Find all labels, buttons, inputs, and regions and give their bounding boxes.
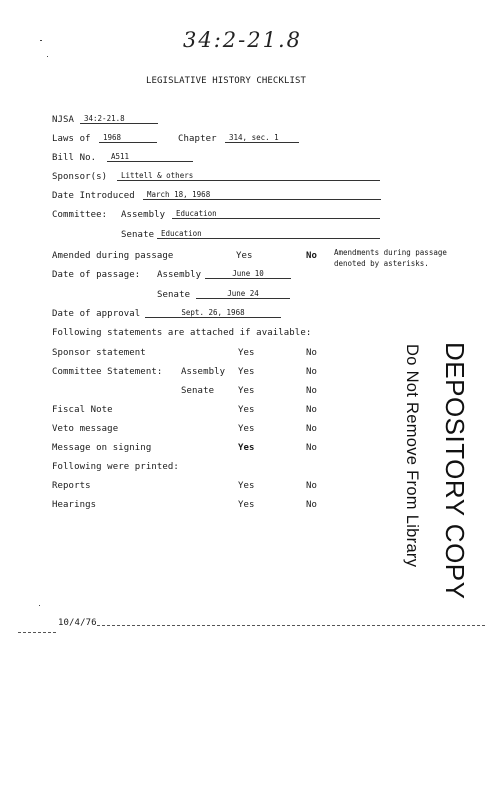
committee-assembly-label: Assembly	[121, 210, 166, 220]
signing-message-label: Message on signing	[52, 443, 152, 453]
veto-message-label: Veto message	[52, 424, 119, 434]
amended-label: Amended during passage	[52, 251, 174, 261]
njsa-value: 34:2-21.8	[80, 114, 158, 124]
hearings-no: No	[306, 500, 318, 510]
committee-label: Committee:	[52, 210, 108, 220]
approval-value: Sept. 26, 1968	[145, 308, 281, 318]
page-title: LEGISLATIVE HISTORY CHECKLIST	[146, 76, 307, 86]
veto-message-yes: Yes	[238, 424, 255, 434]
committee-senate-label: Senate	[121, 230, 155, 240]
passage-senate-value: June 24	[196, 289, 290, 299]
committee-statement-assembly-no: No	[306, 367, 318, 377]
fiscal-note-yes: Yes	[238, 405, 255, 415]
passage-assembly-value: June 10	[205, 269, 291, 279]
committee-statement-assembly-label: Assembly	[181, 367, 226, 377]
passage-label: Date of passage:	[52, 270, 141, 280]
sponsor-statement-label: Sponsor statement	[52, 348, 146, 358]
committee-statement-senate-no: No	[306, 386, 318, 396]
reports-yes: Yes	[238, 481, 255, 491]
bill-value: A511	[107, 152, 193, 162]
introduced-label: Date Introduced	[52, 191, 135, 201]
reports-label: Reports	[52, 481, 91, 491]
njsa-label: NJSA	[52, 115, 75, 125]
approval-label: Date of approval	[52, 309, 141, 319]
chapter-label: Chapter	[178, 134, 217, 144]
chapter-value: 314, sec. 1	[225, 133, 299, 143]
hearings-label: Hearings	[52, 500, 97, 510]
signing-message-no: No	[306, 443, 318, 453]
sponsors-value: Littell & others	[117, 171, 380, 181]
amended-note-line2: denoted by asterisks.	[334, 259, 429, 268]
amended-yes: Yes	[236, 251, 253, 261]
sponsor-statement-yes: Yes	[238, 348, 255, 358]
sponsor-statement-no: No	[306, 348, 318, 358]
handwritten-number: 34:2-21.8	[183, 28, 303, 52]
scan-speck	[39, 605, 40, 606]
hearings-yes: Yes	[238, 500, 255, 510]
amended-no: No	[306, 251, 318, 261]
fiscal-note-no: No	[306, 405, 318, 415]
footer-dash-left	[18, 632, 56, 633]
laws-year: 1968	[99, 133, 157, 143]
amended-note-line1: Amendments during passage	[334, 248, 447, 257]
committee-statement-senate-yes: Yes	[238, 386, 255, 396]
depository-stamp-line1: DEPOSITORY COPY	[440, 342, 470, 600]
committee-statement-senate-label: Senate	[181, 386, 215, 396]
committee-statement-assembly-yes: Yes	[238, 367, 255, 377]
fiscal-note-label: Fiscal Note	[52, 405, 113, 415]
depository-stamp-line2: Do Not Remove From Library	[403, 344, 421, 568]
committee-assembly-value: Education	[172, 209, 380, 219]
passage-assembly-label: Assembly	[157, 270, 202, 280]
scan-speck	[47, 56, 48, 57]
reports-no: No	[306, 481, 318, 491]
footer-dash-right	[97, 625, 485, 626]
introduced-value: March 18, 1968	[143, 190, 381, 200]
passage-senate-label: Senate	[157, 290, 191, 300]
committee-statement-label: Committee Statement:	[52, 367, 163, 377]
laws-label: Laws of	[52, 134, 91, 144]
printed-header: Following were printed:	[52, 462, 179, 472]
committee-senate-value: Education	[157, 229, 380, 239]
statements-header: Following statements are attached if available:	[52, 328, 312, 338]
signing-message-yes: Yes	[238, 443, 255, 453]
veto-message-no: No	[306, 424, 318, 434]
footer-date: 10/4/76	[58, 618, 97, 628]
bill-label: Bill No.	[52, 153, 97, 163]
sponsors-label: Sponsor(s)	[52, 172, 108, 182]
scan-speck	[40, 40, 42, 41]
